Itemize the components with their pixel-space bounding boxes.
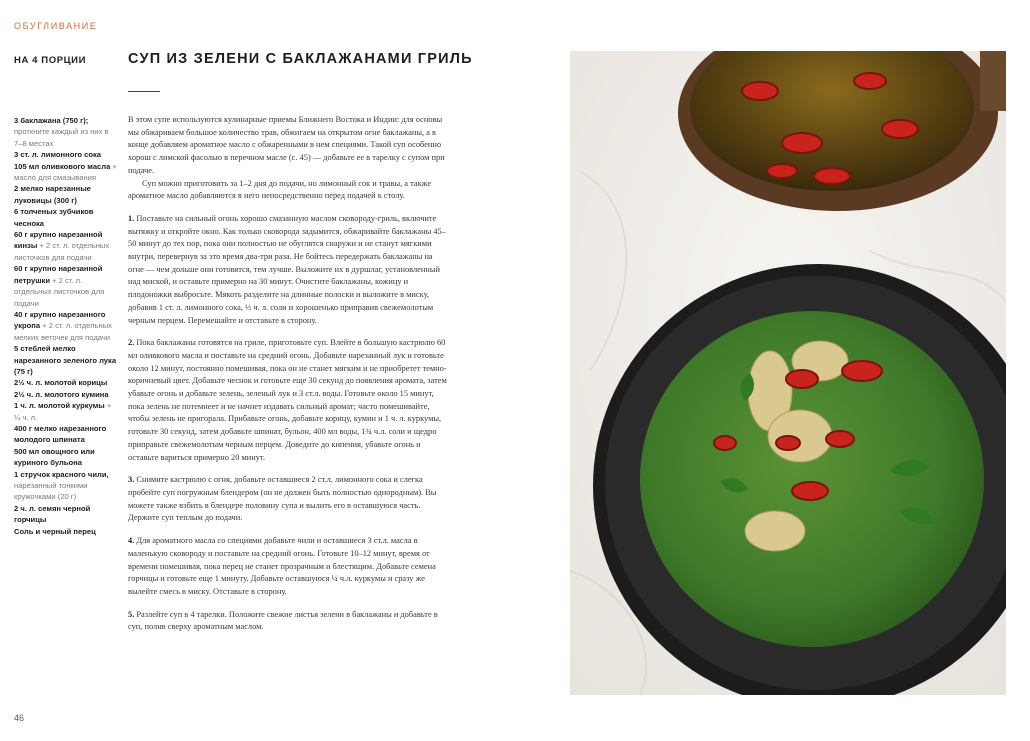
ingredient-list — [14, 115, 118, 537]
ingredient-item — [14, 446, 118, 469]
ingredient-name: 2 ч. л. семян черной горчицы — [14, 503, 91, 525]
ingredient-note: + 2 ст. л. отдельных мелких веточек для подачи — [14, 321, 112, 342]
ingredient-item — [14, 161, 118, 184]
ingredient-name: 3 ст. л. лимонного сока — [14, 150, 102, 160]
step-text: Для ароматного масла со специями добавьте чили и оставшиеся 3 ст.л. масла в маленькую сковороду и поставьте на средний огонь. Готовьте 10–12 минут, время от времени помешивая, пока перец не станет прозрачным и блестящим. Добавьте семена горчицы и готовьте еще 1 минуту. Добавьте оставшуюся ¼ ч.л. куркумы и сразу же вылейте смесь в миску. Отставьте в сторону. — [128, 536, 436, 596]
step-text: Снимите кастрюлю с огня, добавьте оставшиеся 2 ст.л. лимонного сока и слегка пробейте суп погружным блендером (он не должен быть полностью однородным). Вы можете также взбить в блендере половину супа и вылить его в оставшуюся часть. Держите суп теплым до подачи. — [128, 475, 437, 523]
ingredient-note: нарезанный тонкими кружочками (20 г) — [14, 481, 88, 502]
ingredient-item — [14, 469, 118, 503]
ingredient-name: 500 мл овощного или куриного бульона — [14, 446, 95, 468]
ingredient-name: 1 ч. л. молотой куркумы — [14, 401, 105, 411]
ingredient-item — [14, 343, 118, 377]
intro-paragraph: Суп можно приготовить за 1–2 дня до подачи, но лимонный сок и травы, а также ароматное масло добавляются в него непосредственно перед подачей к столу. — [128, 178, 432, 201]
step-number: 2. — [128, 338, 135, 348]
ingredient-note: + 2 ст. л. отдельных листочков для подачи — [14, 275, 105, 308]
ingredient-name: 2½ ч. л. молотой корицы — [14, 378, 108, 388]
ingredient-item — [14, 389, 118, 400]
ingredient-item — [14, 377, 118, 388]
recipe-body — [128, 114, 448, 644]
ingredient-name: 400 г мелко нарезанного молодого шпината — [14, 423, 107, 445]
step-number: 4. — [128, 536, 135, 546]
ingredient-item — [14, 526, 118, 537]
ingredient-name: 60 г крупно нарезанной петрушки — [14, 264, 103, 285]
ingredient-note: + масло для смазывания — [14, 161, 117, 183]
intro-paragraph: В этом супе используются кулинарные приемы Ближнего Востока и Индии: для основы мы обжариваем большое количество трав, обжигаем на открытом огне баклажаны, а в конце добавляем ароматное масло с обжаренными в нем специями. Такой суп особенно хорош с лимской фасолью в перечном масле (с. 45) — добавьте ее в тарелку с супом при подаче. — [128, 115, 445, 175]
method-steps — [128, 213, 448, 634]
ingredient-item — [14, 263, 118, 309]
ingredient-item — [14, 206, 118, 229]
method-step — [128, 213, 448, 327]
ingredient-name: 60 г крупно нарезанной кинзы — [14, 230, 103, 251]
method-step — [128, 609, 448, 634]
title-divider — [128, 91, 160, 92]
ingredient-item — [14, 309, 118, 343]
ingredient-item — [14, 229, 118, 263]
ingredient-name: 1 стручок красного чили, — [14, 469, 109, 479]
ingredient-item — [14, 149, 118, 160]
page-number: 46 — [14, 713, 25, 723]
ingredient-name: 3 баклажана (750 г); — [14, 116, 89, 125]
step-text: Разлейте суп в 4 тарелки. Положите свежие листья зелени в баклажаны и добавьте в суп, полив сверху ароматным маслом. — [128, 609, 438, 632]
ingredient-item — [14, 400, 118, 423]
ingredient-item — [14, 115, 118, 149]
servings-label: НА 4 ПОРЦИИ — [14, 55, 87, 66]
section-tag: ОБУГЛИВАНИЕ — [14, 21, 98, 31]
ingredient-name: 5 стеблей мелко нарезанного зеленого лука (75 г) — [14, 344, 117, 376]
soup-photo — [570, 51, 1006, 695]
ingredient-name: 6 толченых зубчиков чеснока — [14, 207, 94, 228]
method-step — [128, 474, 448, 525]
ingredient-name: 40 г крупно нарезанного укропа — [14, 309, 106, 331]
ingredient-name: Соль и черный перец — [14, 526, 96, 536]
method-step — [128, 337, 448, 464]
ingredient-item — [14, 183, 118, 206]
ingredient-name: 105 мл оливкового масла — [14, 161, 111, 171]
ingredient-note: + ¼ ч. л. — [14, 401, 112, 422]
step-text: Поставьте на сильный огонь хорошо смазанную маслом сковороду-гриль, включите вытяжку и откройте окно. Как только сковорода задымится, обжаривайте баклажаны 45–50 минут до тех пор, пока они полностью не обуглятся снаружи и не станут мягкими внутри, перевернув за это время два-три раза. Не бойтесь передержать баклажаны на огне — чем дольше они готовятся, тем лучше. Выложите их в дуршлаг, установленный над миской, и оставьте примерно на 30 минут. Очистите баклажаны, кожицу и плодоножки выбросьте. Мякоть разделите на длинные полоски и выложите в миску, добавив 1 ст. л. лимонного сока, ⅓ ч. л. соли и хорошенько приправив свежемолотым черным перцем. Перемешайте и отставьте в сторону. — [128, 213, 446, 325]
ingredient-name: 2½ ч. л. молотого кумина — [14, 389, 109, 399]
soup-photo-illustration — [570, 51, 1006, 695]
ingredient-note: проткните каждый из них в 7–8 местах — [14, 127, 109, 148]
ingredient-item — [14, 503, 118, 526]
method-step — [128, 535, 448, 599]
step-number: 3. — [128, 475, 135, 485]
step-number: 1. — [128, 213, 135, 223]
ingredient-name: 2 мелко нарезанные луковицы (300 г) — [14, 184, 91, 205]
step-text: Пока баклажаны готовятся на гриле, приготовьте суп. Влейте в большую кастрюлю 60 мл оливкового масла и поставьте на средний огонь. Добавьте нарезанный лук и готовьте около 12 минут, постоянно помешивая, пока он не станет мягким и не приобретет темно-коричневый цвет. Добавьте чеснок и готовьте еще 30 секунд до появления аромата, затем убавьте огонь и добавьте зелень, зеленый лук и 3 ст.л. воды. Готовьте около 15 минут, пока зелень не потемнеет и не начнет издавать сильный аромат; часто помешивайте, чтобы зелень не пригорала. Прибавьте огонь, добавьте корицу, кумин и 1 ч. л. куркумы, готовьте 30 секунд, затем добавьте шпинат, бульон, 400 мл воды, 1¾ ч.л. соли и щедро приправьте свежемолотым черным перцем. Доведите до кипения, убавьте огонь и оставьте вариться примерно 20 минут. — [128, 338, 447, 462]
ingredient-note: + 2 ст. л. отдельных листочков для подачи — [14, 241, 110, 262]
ingredient-item — [14, 423, 118, 446]
step-number: 5. — [128, 609, 135, 619]
recipe-title: СУП ИЗ ЗЕЛЕНИ С БАКЛАЖАНАМИ ГРИЛЬ — [128, 51, 473, 67]
